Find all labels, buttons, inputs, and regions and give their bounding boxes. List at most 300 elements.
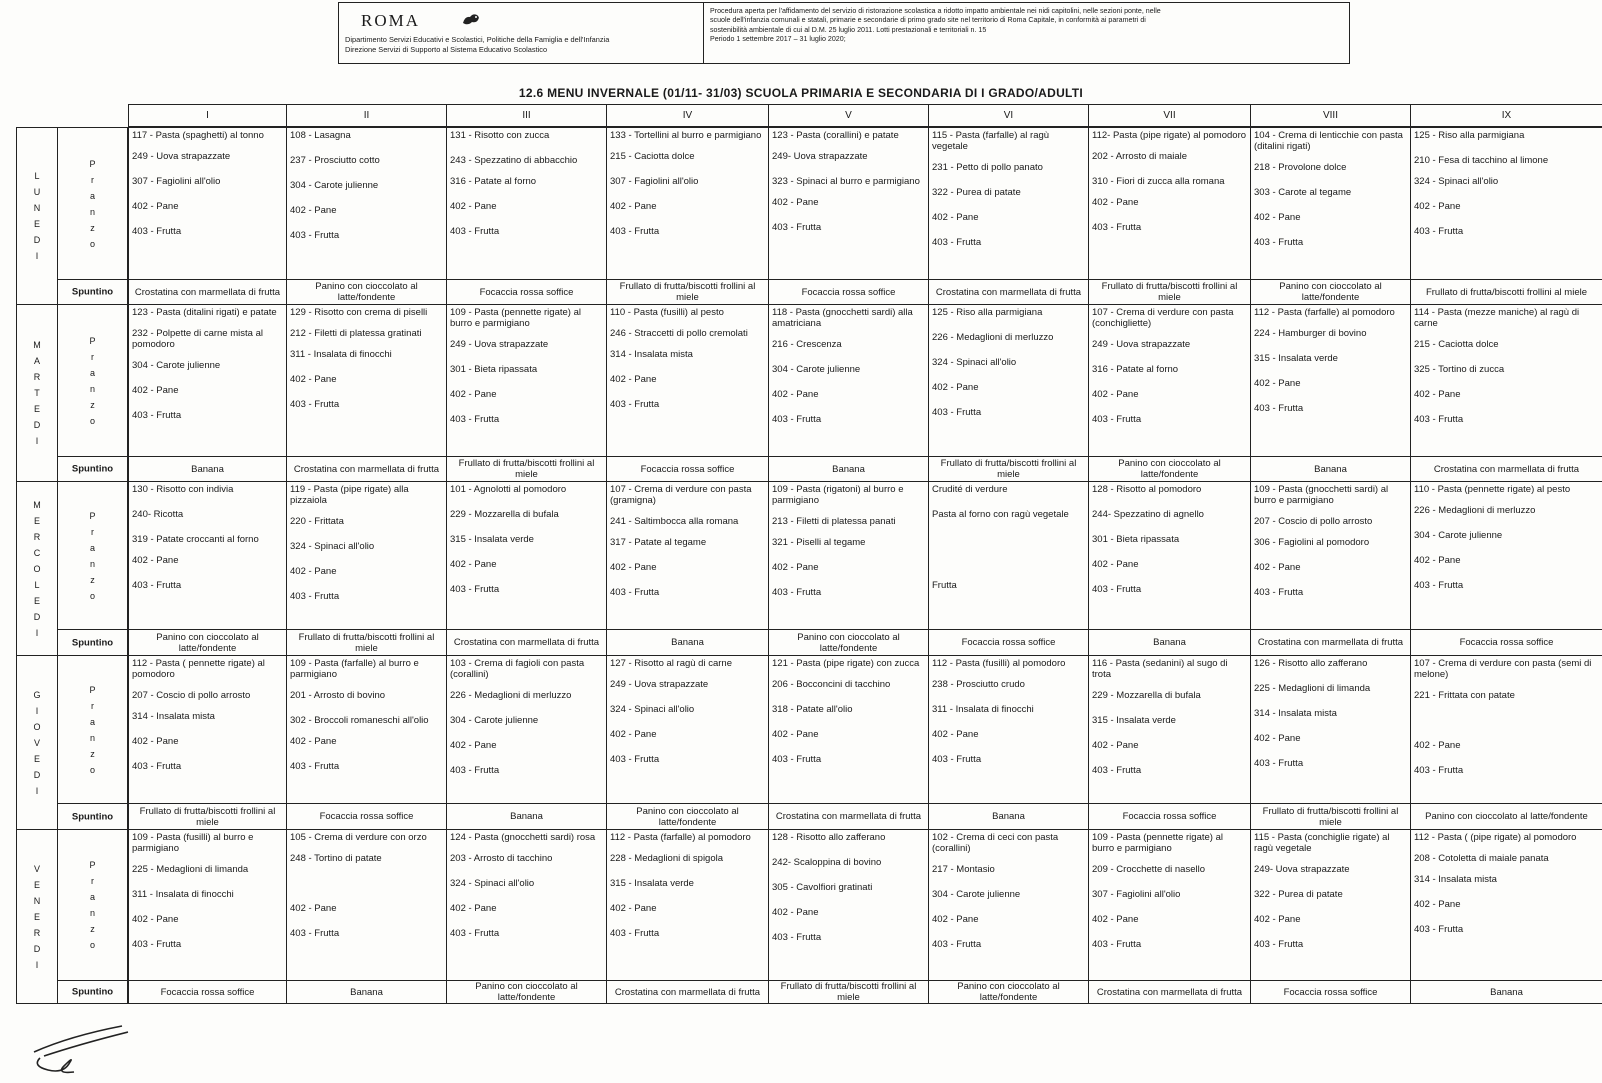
lunch-cell xyxy=(928,829,1089,981)
snack-cell: Frullato di frutta/biscotti frollini al miele xyxy=(446,456,607,482)
pranzo-label-cell xyxy=(57,655,128,804)
lunch-cell xyxy=(606,655,769,804)
lunch-cell xyxy=(446,829,607,981)
menu-item: 102 - Crema di ceci con pasta (corallini) xyxy=(932,832,1059,854)
menu-item: 311 - Insalata di finocchi xyxy=(290,349,392,360)
menu-item: 105 - Crema di verdure con orzo xyxy=(290,832,427,843)
menu-item: 209 - Crocchette di nasello xyxy=(1092,864,1206,875)
lunch-cell xyxy=(286,829,447,981)
lunch-cell xyxy=(1250,127,1411,280)
lunch-cell xyxy=(286,655,447,804)
menu-item: 402 - Pane xyxy=(450,389,497,400)
menu-item: 403 - Frutta xyxy=(772,414,822,425)
menu-item: 107 - Crema di verdure con pasta (conchigliette) xyxy=(1092,307,1234,329)
menu-item: 307 - Fagiolini all'olio xyxy=(1092,889,1181,900)
menu-item: 242- Scaloppina di bovino xyxy=(772,857,882,868)
lunch-cell xyxy=(128,127,287,280)
menu-item: 316 - Patate al forno xyxy=(450,176,537,187)
menu-item: 403 - Frutta xyxy=(932,754,982,765)
menu-item: 221 - Frittata con patate xyxy=(1414,690,1515,701)
menu-item: 402 - Pane xyxy=(1254,914,1301,925)
menu-item: 306 - Fagiolini al pomodoro xyxy=(1254,537,1370,548)
menu-item: 206 - Bocconcini di tacchino xyxy=(772,679,891,690)
menu-item: 310 - Fiori di zucca alla romana xyxy=(1092,176,1225,187)
pranzo-label-cell xyxy=(57,127,128,280)
snack-cell: Banana xyxy=(1410,980,1602,1004)
snack-cell: Banana xyxy=(606,629,769,656)
menu-item: 322 - Purea di patate xyxy=(932,187,1021,198)
menu-item: 403 - Frutta xyxy=(1254,758,1304,769)
snack-cell: Frullato di frutta/biscotti frollini al miele xyxy=(928,456,1089,482)
snack-cell: Focaccia rossa soffice xyxy=(606,456,769,482)
menu-item: 217 - Montasio xyxy=(932,864,995,875)
menu-item: 403 - Frutta xyxy=(450,928,500,939)
lunch-cell xyxy=(128,829,287,981)
menu-item: 315 - Insalata verde xyxy=(1092,715,1176,726)
document-header xyxy=(338,2,1350,64)
menu-item: 402 - Pane xyxy=(290,903,337,914)
menu-item: 121 - Pasta (pipe rigate) con zucca xyxy=(772,658,920,669)
week-header-6: VI xyxy=(928,104,1089,127)
menu-item: 324 - Spinaci all'olio xyxy=(610,704,695,715)
menu-item: 302 - Broccoli romaneschi all'olio xyxy=(290,715,429,726)
roma-logo: ROMA xyxy=(361,11,421,30)
menu-item: 403 - Frutta xyxy=(290,399,340,410)
menu-item: 403 - Frutta xyxy=(1092,414,1142,425)
lunch-cell xyxy=(1410,829,1602,981)
snack-cell: Frullato di frutta/biscotti frollini al miele xyxy=(606,279,769,305)
week-header-5: V xyxy=(768,104,929,127)
menu-item: 126 - Risotto allo zafferano xyxy=(1254,658,1368,669)
spuntino-label: Spuntino xyxy=(71,637,114,648)
menu-item: 403 - Frutta xyxy=(932,939,982,950)
menu-item: 403 - Frutta xyxy=(1414,226,1464,237)
menu-item: 304 - Carote julienne xyxy=(132,360,221,371)
menu-item: 402 - Pane xyxy=(1092,740,1139,751)
spuntino-label-cell xyxy=(57,980,128,1004)
menu-item: 324 - Spinaci all'olio xyxy=(932,357,1017,368)
menu-item: 402 - Pane xyxy=(132,914,179,925)
day-label-cell xyxy=(16,481,58,656)
menu-item: 323 - Spinaci al burro e parmigiano xyxy=(772,176,920,187)
lunch-cell xyxy=(1088,829,1251,981)
menu-item: 220 - Frittata xyxy=(290,516,344,527)
snack-cell: Panino con cioccolato al latte/fondente xyxy=(446,980,607,1004)
menu-item: 402 - Pane xyxy=(610,374,657,385)
menu-item: 402 - Pane xyxy=(1414,555,1461,566)
menu-item: 249 - Uova strapazzate xyxy=(132,151,231,162)
snack-cell: Focaccia rossa soffice xyxy=(1088,803,1251,830)
menu-item: 123 - Pasta (ditalini rigati) e patate xyxy=(132,307,277,318)
menu-item: 319 - Patate croccanti al forno xyxy=(132,534,259,545)
menu-item: 403 - Frutta xyxy=(1092,222,1142,233)
lunch-cell xyxy=(1410,655,1602,804)
pranzo-label-cell xyxy=(57,481,128,630)
menu-item: 402 - Pane xyxy=(1092,914,1139,925)
snack-cell: Frullato di frutta/biscotti frollini al miele xyxy=(768,980,929,1004)
menu-item: 304 - Carote julienne xyxy=(932,889,1021,900)
snack-cell: Focaccia rossa soffice xyxy=(768,279,929,305)
menu-item: 104 - Crema di lenticchie con pasta (ditalini rigati) xyxy=(1254,130,1403,152)
snack-cell: Panino con cioccolato al latte/fondente xyxy=(768,629,929,656)
menu-item: 318 - Patate all'olio xyxy=(772,704,853,715)
menu-item: 402 - Pane xyxy=(932,382,979,393)
menu-item: 403 - Frutta xyxy=(1254,237,1304,248)
menu-item: 110 - Pasta (pennette rigate) al pesto xyxy=(1414,484,1571,495)
lunch-cell xyxy=(1088,127,1251,280)
lunch-cell xyxy=(286,481,447,630)
menu-item: 210 - Fesa di tacchino al limone xyxy=(1414,155,1549,166)
menu-item: Pasta al forno con ragù vegetale xyxy=(932,509,1069,520)
snack-cell: Banana xyxy=(286,980,447,1004)
menu-item: 133 - Tortellini al burro e parmigiano xyxy=(610,130,762,141)
menu-item: 213 - Filetti di platessa panati xyxy=(772,516,896,527)
spuntino-label: Spuntino xyxy=(71,463,114,475)
menu-item: 116 - Pasta (sedanini) al sugo di trota xyxy=(1092,658,1228,680)
menu-item: 322 - Purea di patate xyxy=(1254,889,1343,900)
menu-item: 218 - Provolone dolce xyxy=(1254,162,1347,173)
snack-cell: Panino con cioccolato al latte/fondente xyxy=(1088,456,1251,482)
snack-cell: Panino con cioccolato al latte/fondente xyxy=(1410,803,1602,830)
day-name: M A R T E D I xyxy=(33,340,41,446)
menu-item: 103 - Crema di fagioli con pasta (corallini) xyxy=(450,658,585,680)
menu-item: 324 - Spinaci all'olio xyxy=(450,878,535,889)
menu-item: 403 - Frutta xyxy=(1414,414,1464,425)
day-name: G I O V E D I xyxy=(33,689,41,796)
menu-item: 402 - Pane xyxy=(1092,389,1139,400)
menu-item: 403 - Frutta xyxy=(610,226,660,237)
menu-item: 115 - Pasta (farfalle) al ragù vegetale xyxy=(932,130,1050,152)
menu-item: 402 - Pane xyxy=(290,566,337,577)
menu-item: 109 - Pasta (pennette rigate) al burro e parmigiano xyxy=(450,307,581,329)
spuntino-label-cell xyxy=(57,279,128,305)
lunch-cell xyxy=(1088,481,1251,630)
menu-item: 402 - Pane xyxy=(132,201,179,212)
menu-item: 109 - Pasta (rigatoni) al burro e parmigiano xyxy=(772,484,904,506)
menu-item xyxy=(290,878,443,889)
menu-item: 403 - Frutta xyxy=(610,399,660,410)
menu-item: 403 - Frutta xyxy=(132,410,182,421)
menu-item: 246 - Straccetti di pollo cremolati xyxy=(610,328,748,339)
snack-cell: Frullato di frutta/biscotti frollini al miele xyxy=(1250,803,1411,830)
snack-cell: Crostatina con marmellata di frutta xyxy=(1088,980,1251,1004)
menu-item: 315 - Insalata verde xyxy=(1254,353,1338,364)
menu-item: 131 - Risotto con zucca xyxy=(450,130,550,141)
menu-item: 125 - Riso alla parmigiana xyxy=(1414,130,1525,141)
menu-item: 403 - Frutta xyxy=(772,932,822,943)
menu-item: 249 - Uova strapazzate xyxy=(450,339,549,350)
day-label-cell xyxy=(16,829,58,1004)
snack-cell: Crostatina con marmellata di frutta xyxy=(606,980,769,1004)
menu-item: Crudité di verdure xyxy=(932,484,1008,495)
lunch-cell xyxy=(128,655,287,804)
snack-cell: Banana xyxy=(1250,456,1411,482)
snack-cell: Banana xyxy=(768,456,929,482)
menu-item: 244- Spezzatino di agnello xyxy=(1092,509,1204,520)
menu-item: 118 - Pasta (gnocchetti sardi) alla amatriciana xyxy=(772,307,913,329)
menu-item: 127 - Risotto al ragù di carne xyxy=(610,658,732,669)
menu-item: 403 - Frutta xyxy=(1414,924,1464,935)
menu-item: 241 - Saltimbocca alla romana xyxy=(610,516,739,527)
menu-item: 129 - Risotto con crema di piselli xyxy=(290,307,428,318)
snack-cell: Banana xyxy=(128,456,287,482)
menu-item: 238 - Prosciutto crudo xyxy=(932,679,1025,690)
menu-item: 403 - Frutta xyxy=(772,587,822,598)
snack-cell: Panino con cioccolato al latte/fondente xyxy=(286,279,447,305)
menu-item: 249- Uova strapazzate xyxy=(772,151,868,162)
menu-item: 402 - Pane xyxy=(450,559,497,570)
menu-item: 402 - Pane xyxy=(132,736,179,747)
menu-item: 226 - Medaglioni di merluzzo xyxy=(932,332,1054,343)
menu-item: 402 - Pane xyxy=(1254,733,1301,744)
menu-item: 231 - Petto di pollo panato xyxy=(932,162,1043,173)
menu-item: 402 - Pane xyxy=(932,914,979,925)
menu-item: 226 - Medaglioni di merluzzo xyxy=(450,690,572,701)
menu-item: 402 - Pane xyxy=(290,374,337,385)
week-header-8: VIII xyxy=(1250,104,1411,127)
menu-item xyxy=(932,530,1085,541)
menu-item: 202 - Arrosto di maiale xyxy=(1092,151,1188,162)
menu-item: 237 - Prosciutto cotto xyxy=(290,155,380,166)
menu-item: 402 - Pane xyxy=(1254,562,1301,573)
lunch-cell xyxy=(1410,127,1602,280)
menu-item: 243 - Spezzatino di abbacchio xyxy=(450,155,578,166)
menu-item: 402 - Pane xyxy=(1414,899,1461,910)
menu-item: 314 - Insalata mista xyxy=(610,349,693,360)
lunch-cell xyxy=(768,829,929,981)
menu-item: 112 - Pasta (farfalle) al pomodoro xyxy=(610,832,751,843)
menu-item: 212 - Filetti di platessa gratinati xyxy=(290,328,422,339)
menu-item: 402 - Pane xyxy=(1254,378,1301,389)
lunch-cell xyxy=(446,304,607,457)
menu-item: 315 - Insalata verde xyxy=(450,534,534,545)
menu-item: 402 - Pane xyxy=(290,736,337,747)
menu-item: 403 - Frutta xyxy=(1092,765,1142,776)
lunch-cell xyxy=(286,304,447,457)
menu-item: 315 - Insalata verde xyxy=(610,878,694,889)
pranzo-label: P r a n z o xyxy=(89,860,96,950)
menu-item: 119 - Pasta (pipe rigate) alla pizzaiola xyxy=(290,484,409,506)
lunch-cell xyxy=(1250,655,1411,804)
menu-item: 229 - Mozzarella di bufala xyxy=(1092,690,1201,701)
menu-item: 249- Uova strapazzate xyxy=(1254,864,1350,875)
menu-item: 403 - Frutta xyxy=(450,584,500,595)
menu-item: 203 - Arrosto di tacchino xyxy=(450,853,553,864)
lunch-cell xyxy=(606,481,769,630)
menu-item: 108 - Lasagna xyxy=(290,130,351,141)
menu-item: 402 - Pane xyxy=(610,201,657,212)
lunch-cell xyxy=(928,655,1089,804)
menu-item: 101 - Agnolotti al pomodoro xyxy=(450,484,567,495)
snack-cell: Panino con cioccolato al latte/fondente xyxy=(606,803,769,830)
menu-item: 112 - Pasta (fusilli) al pomodoro xyxy=(932,658,1066,669)
snack-cell: Frullato di frutta/biscotti frollini al miele xyxy=(1088,279,1251,305)
menu-item: 109 - Pasta (farfalle) al burro e parmigiano xyxy=(290,658,419,680)
day-name: V E N E R D I xyxy=(33,863,41,970)
procedure-description: Procedura aperta per l'affidamento del servizio di ristorazione scolastica a ridotto impatto ambientale nei nidi capitolini, nelle sezioni ponte, nelle scuole dell'infanzia comunali e statali, primarie e secondarie di primo grado site nel territorio di Roma Capitale, in conformità ai parametri di sostenibilità ambientale di cui al D.M. 25 luglio 2011. Lotti prestazionali e territoriali n. 15 Periodo 1 settembre 2017 – 31 luglio 2020; xyxy=(710,7,1161,43)
menu-item: 128 - Risotto allo zafferano xyxy=(772,832,886,843)
menu-item: 307 - Fagiolini all'olio xyxy=(610,176,699,187)
week-header-3: III xyxy=(446,104,607,127)
menu-item: 225 - Medaglioni di limanda xyxy=(1254,683,1371,694)
day-label-cell xyxy=(16,655,58,830)
lunch-cell xyxy=(1088,304,1251,457)
snack-cell: Crostatina con marmellata di frutta xyxy=(1250,629,1411,656)
menu-item: 109 - Pasta (gnocchetti sardi) al burro e parmigiano xyxy=(1254,484,1389,506)
week-header-4: IV xyxy=(606,104,769,127)
menu-item: 307 - Fagiolini all'olio xyxy=(132,176,221,187)
menu-item: 130 - Risotto con indivia xyxy=(132,484,234,495)
menu-item: 403 - Frutta xyxy=(932,237,982,248)
lunch-cell xyxy=(286,127,447,280)
menu-item: 125 - Riso alla parmigiana xyxy=(932,307,1043,318)
menu-item: 402 - Pane xyxy=(1414,389,1461,400)
menu-item: 403 - Frutta xyxy=(132,580,182,591)
menu-item: 403 - Frutta xyxy=(450,765,500,776)
snack-cell: Focaccia rossa soffice xyxy=(128,980,287,1004)
spuntino-label: Spuntino xyxy=(71,986,114,998)
menu-item: 403 - Frutta xyxy=(290,928,340,939)
snack-cell: Crostatina con marmellata di frutta xyxy=(446,629,607,656)
menu-item: 402 - Pane xyxy=(450,740,497,751)
menu-item: 112 - Pasta ( pennette rigate) al pomodoro xyxy=(132,658,265,680)
menu-item: 403 - Frutta xyxy=(1254,403,1304,414)
menu-item: 403 - Frutta xyxy=(290,591,340,602)
menu-item: 403 - Frutta xyxy=(132,226,182,237)
menu-item: 402 - Pane xyxy=(932,729,979,740)
menu-item: 403 - Frutta xyxy=(1092,939,1142,950)
menu-item: 201 - Arrosto di bovino xyxy=(290,690,386,701)
pranzo-label-cell xyxy=(57,829,128,981)
week-header-2: II xyxy=(286,104,447,127)
menu-item: 403 - Frutta xyxy=(610,754,660,765)
menu-item: 403 - Frutta xyxy=(132,761,182,772)
lunch-cell xyxy=(928,127,1089,280)
menu-item: 402 - Pane xyxy=(932,212,979,223)
menu-item: 402 - Pane xyxy=(1092,197,1139,208)
snack-cell: Frullato di frutta/biscotti frollini al miele xyxy=(1410,279,1602,305)
spuntino-label-cell xyxy=(57,629,128,656)
spuntino-label-cell xyxy=(57,456,128,482)
menu-item: 403 - Frutta xyxy=(1414,580,1464,591)
lunch-cell xyxy=(606,127,769,280)
menu-item: 324 - Spinaci all'olio xyxy=(1414,176,1499,187)
snack-cell: Focaccia rossa soffice xyxy=(1250,980,1411,1004)
pranzo-label: P r a n z o xyxy=(89,684,96,775)
menu-item: Frutta xyxy=(932,580,957,591)
menu-item: 311 - Insalata di finocchi xyxy=(132,889,234,900)
snack-cell: Panino con cioccolato al latte/fondente xyxy=(1250,279,1411,305)
menu-item: 403 - Frutta xyxy=(450,226,500,237)
menu-item: 301 - Bieta ripassata xyxy=(450,364,538,375)
signature-mark xyxy=(30,1022,140,1078)
menu-item: 110 - Pasta (fusilli) al pesto xyxy=(610,307,724,318)
menu-item: 403 - Frutta xyxy=(1254,939,1304,950)
snack-cell: Focaccia rossa soffice xyxy=(1410,629,1602,656)
snack-cell: Panino con cioccolato al latte/fondente xyxy=(128,629,287,656)
menu-item: 115 - Pasta (conchiglie rigate) al ragù vegetale xyxy=(1254,832,1390,854)
snack-cell: Crostatina con marmellata di frutta xyxy=(768,803,929,830)
spuntino-label: Spuntino xyxy=(71,811,114,822)
menu-item: 249 - Uova strapazzate xyxy=(610,679,709,690)
menu-item: 321 - Piselli al tegame xyxy=(772,537,866,548)
lunch-cell xyxy=(446,127,607,280)
menu-item: 249 - Uova strapazzate xyxy=(1092,339,1191,350)
menu-item: 240- Ricotta xyxy=(132,509,184,520)
menu-item: 403 - Frutta xyxy=(610,928,660,939)
menu-item: 109 - Pasta (pennette rigate) al burro e parmigiano xyxy=(1092,832,1223,854)
menu-item: 112- Pasta (pipe rigate) al pomodoro xyxy=(1092,130,1247,141)
snack-cell: Banana xyxy=(1088,629,1251,656)
menu-item: 304 - Carote julienne xyxy=(290,180,379,191)
menu-item: 402 - Pane xyxy=(772,197,819,208)
snack-cell: Crostatina con marmellata di frutta xyxy=(1410,456,1602,482)
menu-item: 403 - Frutta xyxy=(290,230,340,241)
menu-item: 402 - Pane xyxy=(1414,740,1461,751)
menu-item: 215 - Caciotta dolce xyxy=(610,151,695,162)
menu-item: 117 - Pasta (spaghetti) al tonno xyxy=(132,130,264,141)
lunch-cell xyxy=(1410,304,1602,457)
menu-item: 402 - Pane xyxy=(132,555,179,566)
menu-item: 403 - Frutta xyxy=(450,414,500,425)
menu-item: 109 - Pasta (fusilli) al burro e parmigiano xyxy=(132,832,254,854)
snack-cell: Banana xyxy=(928,803,1089,830)
menu-item: 402 - Pane xyxy=(610,903,657,914)
menu-item: 402 - Pane xyxy=(450,903,497,914)
menu-item: 232 - Polpette di carne mista al pomodoro xyxy=(132,328,263,350)
menu-item: 228 - Medaglioni di spigola xyxy=(610,853,724,864)
menu-item: 402 - Pane xyxy=(1414,201,1461,212)
menu-item: 305 - Cavolfiori gratinati xyxy=(772,882,873,893)
lunch-cell xyxy=(446,481,607,630)
menu-item: 215 - Caciotta dolce xyxy=(1414,339,1499,350)
lunch-cell xyxy=(1088,655,1251,804)
menu-item: 314 - Insalata mista xyxy=(132,711,215,722)
menu-item xyxy=(1414,715,1599,726)
menu-item: 325 - Tortino di zucca xyxy=(1414,364,1505,375)
menu-item: 402 - Pane xyxy=(132,385,179,396)
menu-item: 402 - Pane xyxy=(772,562,819,573)
menu-item: 403 - Frutta xyxy=(132,939,182,950)
lunch-cell xyxy=(446,655,607,804)
menu-item: 226 - Medaglioni di merluzzo xyxy=(1414,505,1536,516)
menu-item: 128 - Risotto al pomodoro xyxy=(1092,484,1202,495)
department-name: Dipartimento Servizi Educativi e Scolastici, Politiche della Famiglia e dell'Infanzia Direzione Servizi di Supporto al Sistema Educativo Scolastico xyxy=(345,35,610,54)
menu-item: 225 - Medaglioni di limanda xyxy=(132,864,249,875)
menu-item: 304 - Carote julienne xyxy=(772,364,861,375)
menu-item xyxy=(932,555,1085,566)
snack-cell: Crostatina con marmellata di frutta xyxy=(128,279,287,305)
menu-item: 403 - Frutta xyxy=(932,407,982,418)
snack-cell: Frullato di frutta/biscotti frollini al miele xyxy=(128,803,287,830)
snack-cell: Banana xyxy=(446,803,607,830)
menu-item: 124 - Pasta (gnocchetti sardi) rosa xyxy=(450,832,596,843)
menu-item: 402 - Pane xyxy=(450,201,497,212)
header-logo-block xyxy=(339,3,704,63)
snack-cell: Crostatina con marmellata di frutta xyxy=(928,279,1089,305)
lunch-cell xyxy=(606,304,769,457)
menu-item: 314 - Insalata mista xyxy=(1254,708,1337,719)
lunch-cell xyxy=(128,304,287,457)
lunch-cell xyxy=(128,481,287,630)
menu-item: 123 - Pasta (corallini) e patate xyxy=(772,130,899,141)
menu-item: 324 - Spinaci all'olio xyxy=(290,541,375,552)
menu-item: 403 - Frutta xyxy=(1414,765,1464,776)
spuntino-label-cell xyxy=(57,803,128,830)
day-name: L U N E D I xyxy=(33,171,41,261)
lunch-cell xyxy=(1250,481,1411,630)
menu-item: 403 - Frutta xyxy=(772,222,822,233)
